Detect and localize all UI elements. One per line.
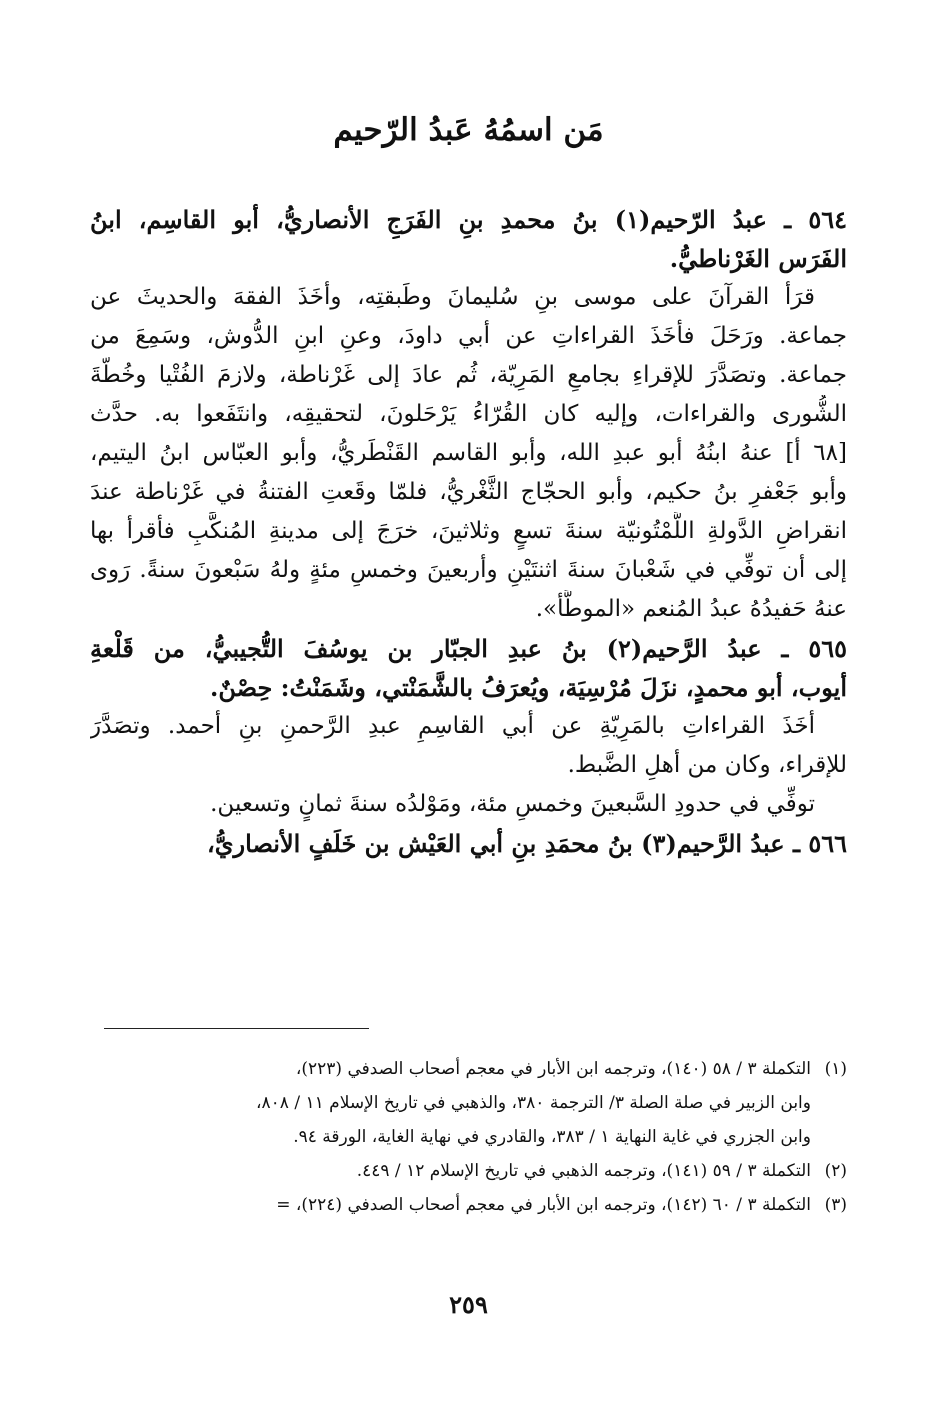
body-line: جماعة. ورَحَلَ فأخَذَ القراءاتِ عن أبي داودَ، وعنِ ابنِ الدُّوش، وسَمِعَ من [90, 323, 847, 349]
page-number: ٢٥٩ [449, 1290, 488, 1319]
book-page [90, 0, 847, 1408]
section-title: مَن اسمُهُ عَبدُ الرّحيم [333, 112, 604, 148]
body-line: ٥٦٥ ـ عبدُ الرَّحيم(٢) بنُ عبدِ الجبّار بن يوسُفَ التُّجيبيُّ، من قَلْعةِ [90, 634, 847, 663]
body-line: ٥٦٤ ـ عبدُ الرّحيم(١) بنُ محمدِ بنِ الفَرَجِ الأنصاريُّ، أبو القاسِم، ابنُ [90, 205, 847, 234]
body-line: الشُّورى والقراءات، وإليه كان القُرّاءُ يَرْحَلونَ، لتحقيقِه، وانتَفَعوا به. حدَّث [90, 401, 847, 427]
body-line: ٥٦٦ ـ عبدُ الرَّحيم(٣) بنُ محمَدِ بنِ أبي العَيْش بن خَلَفٍ الأنصاريُّ، [207, 829, 847, 858]
footnote-line [90, 1154, 847, 1188]
body-line: [٦٨ أ] عنهُ ابنُهُ أبو عبدِ الله، وأبو القاسم القَنْطَريُّ، وأبو العبّاس ابنُ اليتيم، [90, 440, 847, 466]
footnotes [90, 1052, 847, 1222]
body-line: وأبو جَعْفرِ بنُ حكيم، وأبو الحجّاج الثَّغْريُّ، فلمّا وقَعتِ الفتنةُ في غَرْناطة عندَ [90, 479, 847, 505]
footnote-line [90, 1188, 847, 1222]
body-text [90, 200, 847, 863]
footnote-text: التكملة ٣ / ٥٩ (١٤١)، وترجمه الذهبي في تاريخ الإسلام ١٢ / ٤٤٩. [356, 1161, 811, 1181]
footnote-text: التكملة ٣ / ٥٨ (١٤٠)، وترجمه ابن الأبار في معجم أصحاب الصدفي (٢٢٣)، [295, 1059, 811, 1079]
footnote-line [90, 1120, 847, 1154]
body-line: جماعة. وتصَدَّرَ للإقراءِ بجامعِ المَرِيّة، ثُم عادَ إلى غَرْناطة، ولازمَ الفُتْيا وخُطّةَ [90, 362, 847, 388]
body-line: إلى أن توفِّي في شَعْبانَ سنةَ اثنتَيْنِ وأربعينَ وخمسِ مئةٍ ولهُ سَبْعونَ سنةً. رَوى [90, 557, 847, 583]
body-line: عنهُ حَفيدُهُ عبدُ المُنعم «الموطَّأ». [535, 596, 847, 622]
footnote-number: (٣) [824, 1195, 847, 1215]
footnote-divider [104, 1028, 369, 1029]
footnote-text: وابن الجزري في غاية النهاية ١ / ٣٨٣، والقادري في نهاية الغاية، الورقة ٩٤. [293, 1127, 811, 1147]
body-line: أيوب، أبو محمدٍ، نزَلَ مُرْسِيَة، ويُعرَفُ بالشَّمَنْتي، وشَمَنْتُ: حِصْنٌ. [210, 673, 847, 702]
footnote-number: (١) [824, 1059, 847, 1079]
footnote-line [90, 1052, 847, 1086]
body-line: الفَرَس الغَرْناطيُّ. [669, 244, 847, 273]
body-line: للإقراء، وكان من أهلِ الضَّبط. [567, 752, 847, 778]
body-line: أخَذَ القراءاتِ بالمَرِيّةِ عن أبي القاسِمِ عبدِ الرَّحمنِ بنِ أحمد. وتصَدَّرَ [90, 713, 815, 739]
footnote-number: (٢) [824, 1161, 847, 1181]
body-line: انقراضِ الدَّولةِ اللَّمْتُونيّة سنةَ تسعٍ وثلاثينَ، خرَجَ إلى مدينةِ المُنكَّبِ فأقرأ بها [90, 518, 847, 544]
footnote-text: التكملة ٣ / ٦٠ (١٤٢)، وترجمه ابن الأبار في معجم أصحاب الصدفي (٢٢٤)، = [276, 1195, 811, 1215]
footnote-line [90, 1086, 847, 1120]
body-line: قرَأ القرآنَ على موسى بنِ سُليمانَ وطَبقتِه، وأخَذَ الفقهَ والحديثَ عن [90, 284, 815, 310]
body-line: توفِّي في حدودِ السَّبعينَ وخمسِ مئة، ومَوْلدُه سنةَ ثمانٍ وتسعين. [210, 791, 815, 817]
footnote-text: وابن الزبير في صلة الصلة ٣/ الترجمة ٣٨٠، والذهبي في تاريخ الإسلام ١١ / ٨٠٨، [256, 1093, 811, 1113]
